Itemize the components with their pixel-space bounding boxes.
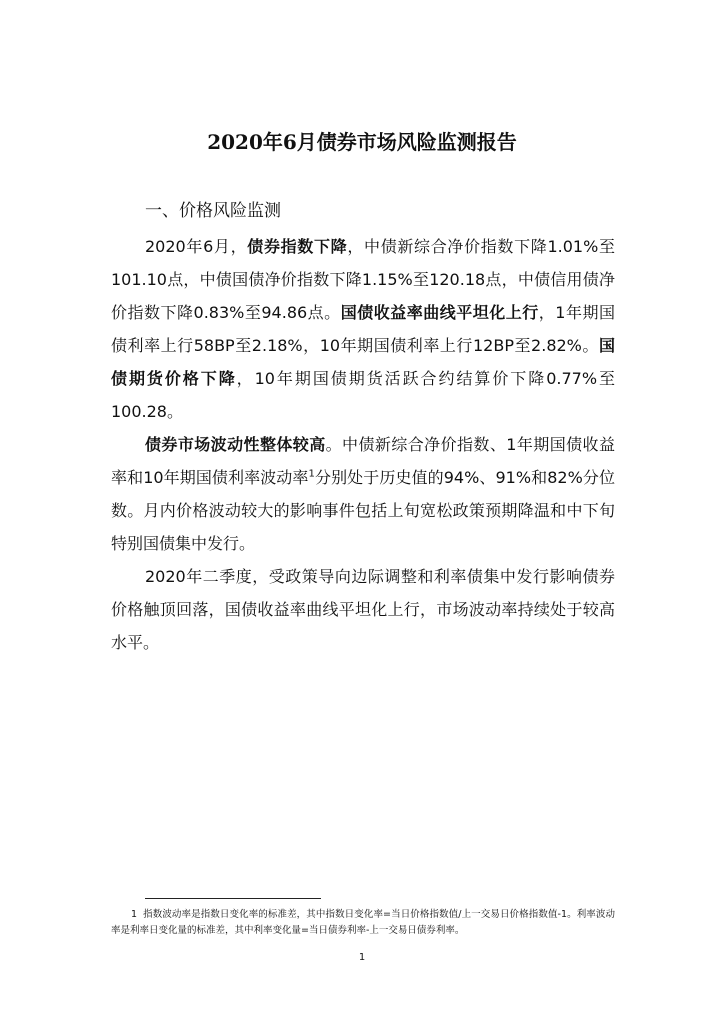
para1-text-4: ，10年期国债期货活跃合约结算价下降0.77%至100.28。 (111, 369, 615, 421)
para3-text-1: 2020年二季度，受政策导向边际调整和利率债集中发行影响债券价格触顶回落，国债收益率曲线平坦化上行，市场波动率持续处于较高水平。 (111, 567, 615, 652)
para1-bold-futures: 国债期货价格下降 (111, 336, 615, 388)
para2-text-1: 。中债新综合净价指数、1年期国债收益率和10年期国债利率波动率 (111, 435, 615, 487)
section-heading: 一、价格风险监测 (145, 201, 281, 221)
para2-text-2: 分别处于历史值的94%、91%和82%分位数。月内价格波动较大的影响事件包括上旬宽松政策预期降温和中下旬特别国债集中发行。 (111, 468, 615, 553)
paragraph-volatility (111, 428, 615, 560)
footnote (111, 907, 615, 939)
footnote-mark: 1 (131, 909, 138, 920)
document-title: 2020年6月债券市场风险监测报告 (207, 130, 517, 154)
para1-text-2: ，中债新综合净价指数下降1.01%至101.10点，中债国债净价指数下降1.15%至120.18点，中债信用债净价指数下降0.83%至94.86点。 (111, 237, 615, 322)
body-paragraphs (111, 230, 615, 659)
footnote-reference[interactable]: 1 (308, 468, 315, 480)
para1-text-1: 2020年6月， (145, 237, 248, 256)
paragraph-quarter-summary (111, 560, 615, 659)
para2-bold-volatility: 债券市场波动性整体较高 (145, 435, 326, 454)
footnote-divider (145, 898, 321, 899)
para1-bold-bond-index: 债券指数下降 (247, 237, 348, 256)
para1-text-3: ，1年期国债利率上行58BP至2.18%，10年期国债利率上行12BP至2.82%。 (111, 303, 615, 355)
para1-bold-yield-curve: 国债收益率曲线平坦化上行 (340, 303, 539, 322)
page-number: 1 (358, 952, 366, 963)
paragraph-price-index (111, 230, 615, 428)
footnote-text: 指数波动率是指数日变化率的标准差，其中指数日变化率=当日价格指数值/上一交易日价格指数值-1。利率波动率是利率日变化量的标准差，其中利率变化量=当日债券利率-上一交易日债券利率。 (111, 909, 615, 936)
